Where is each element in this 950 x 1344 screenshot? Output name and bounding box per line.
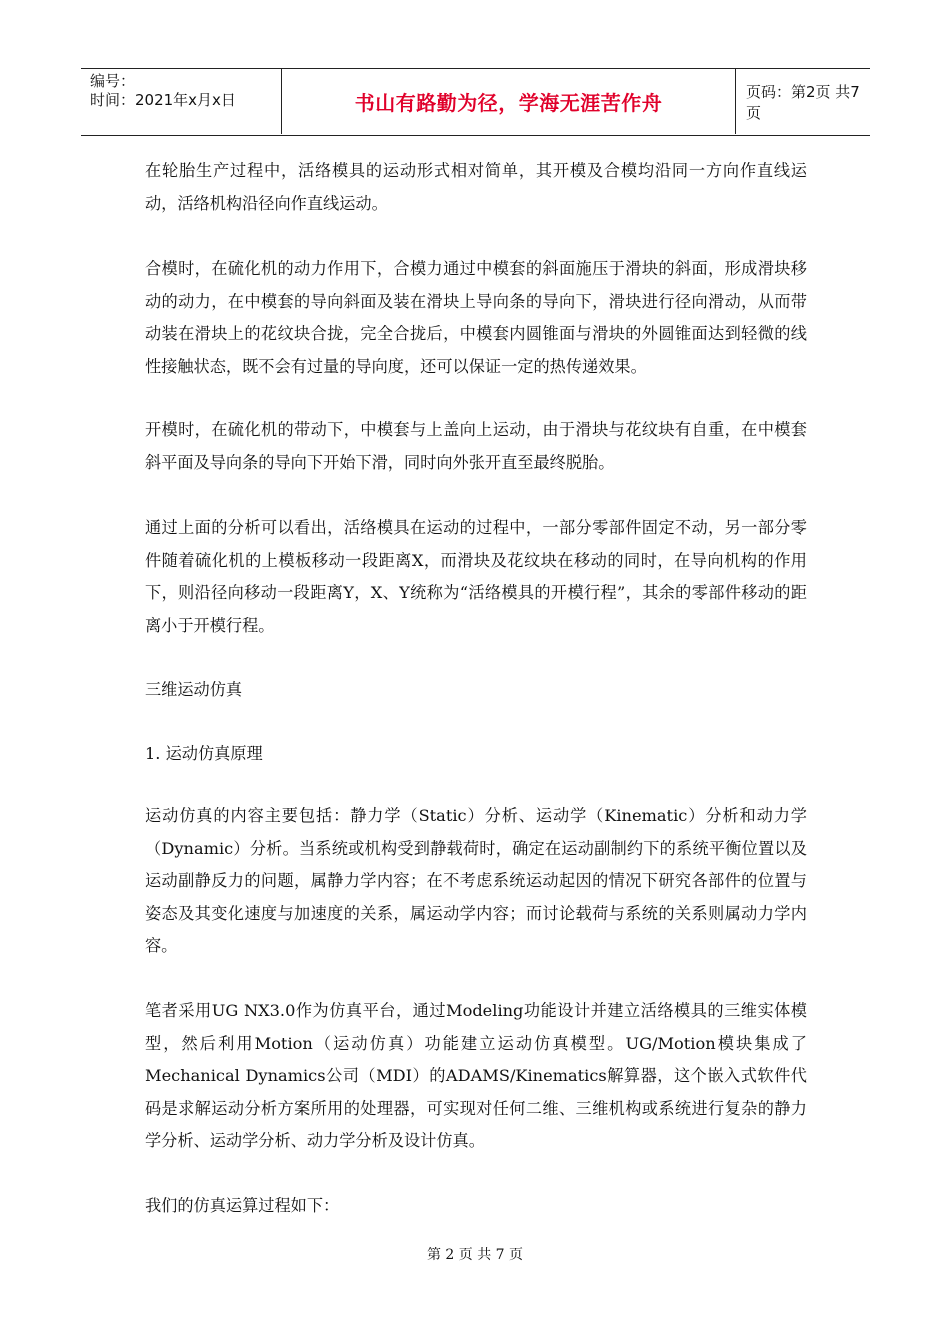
paragraph-mold-opening: 开模时，在硫化机的带动下，中模套与上盖向上运动，由于滑块与花纹块有自重，在中模套斜平面及导向条的导向下开始下滑，同时向外张开直至最终脱胎。 [145,420,807,472]
section-heading-principle: 1. 运动仿真原理 [145,744,263,763]
paragraph-ug-nx: 笔者采用UG NX3.0作为仿真平台，通过Modeling功能设计并建立活络模具的三维实体模型，然后利用Motion（运动仿真）功能建立运动仿真模型。UG/Motion模块集成了Mechanical Dynamics公司（MDI）的ADAMS/Kinematics解算器，这个嵌入式软件代码是求解运动分析方案所用的处理器，可实现对任何二维、三维机构或系统进行复杂的静力学分析、运动学分析、动力学分析及设计仿真。 [145,1001,807,1151]
paragraph-tire-production: 在轮胎生产过程中，活络模具的运动形式相对简单，其开模及合模均沿同一方向作直线运动，活络机构沿径向作直线运动。 [145,161,807,213]
slogan-text: 书山有路勤为径，学海无涯苦作舟 [354,91,663,115]
page-label: 页码：第2页 共7页 [746,82,860,122]
paragraph-process-intro: 我们的仿真运算过程如下： [145,1196,340,1215]
header-meta [90,72,280,110]
code-label: 编号： [90,72,136,90]
date-label: 时间：2021年x月x日 [90,91,236,109]
page-header [81,68,870,136]
paragraph-analysis: 通过上面的分析可以看出，活络模具在运动的过程中，一部分零部件固定不动，另一部分零件随着硫化机的上模板移动一段距离X，而滑块及花纹块在移动的同时，在导向机构的作用下，则沿径向移动一段距离Y，X、Y统称为“活络模具的开模行程”，其余的零部件移动的距离小于开模行程。 [145,518,807,635]
page-footer: 第 2 页 共 7 页 [426,1247,524,1263]
paragraph-mold-closing: 合模时，在硫化机的动力作用下，合模力通过中模套的斜面施压于滑块的斜面，形成滑块移动的动力，在中模套的导向斜面及装在滑块上导向条的导向下，滑块进行径向滑动，从而带动装在滑块上的花纹块合拢，完全合拢后，中模套内圆锥面与滑块的外圆锥面达到轻微的线性接触状态，既不会有过量的导向度，还可以保证一定的热传递效果。 [145,259,807,376]
section-heading-3d-simulation: 三维运动仿真 [145,680,243,699]
paragraph-simulation-content: 运动仿真的内容主要包括：静力学（Static）分析、运动学（Kinematic）分析和动力学（Dynamic）分析。当系统或机构受到静载荷时，确定在运动副制约下的系统平衡位置以及运动副静反力的问题，属静力学内容；在不考虑系统运动起因的情况下研究各部件的位置与姿态及其变化速度与加速度的关系，属运动学内容；而讨论载荷与系统的关系则属动力学内容。 [145,806,807,956]
header-slogan-cell [281,69,736,134]
page-number-cell [746,69,870,134]
